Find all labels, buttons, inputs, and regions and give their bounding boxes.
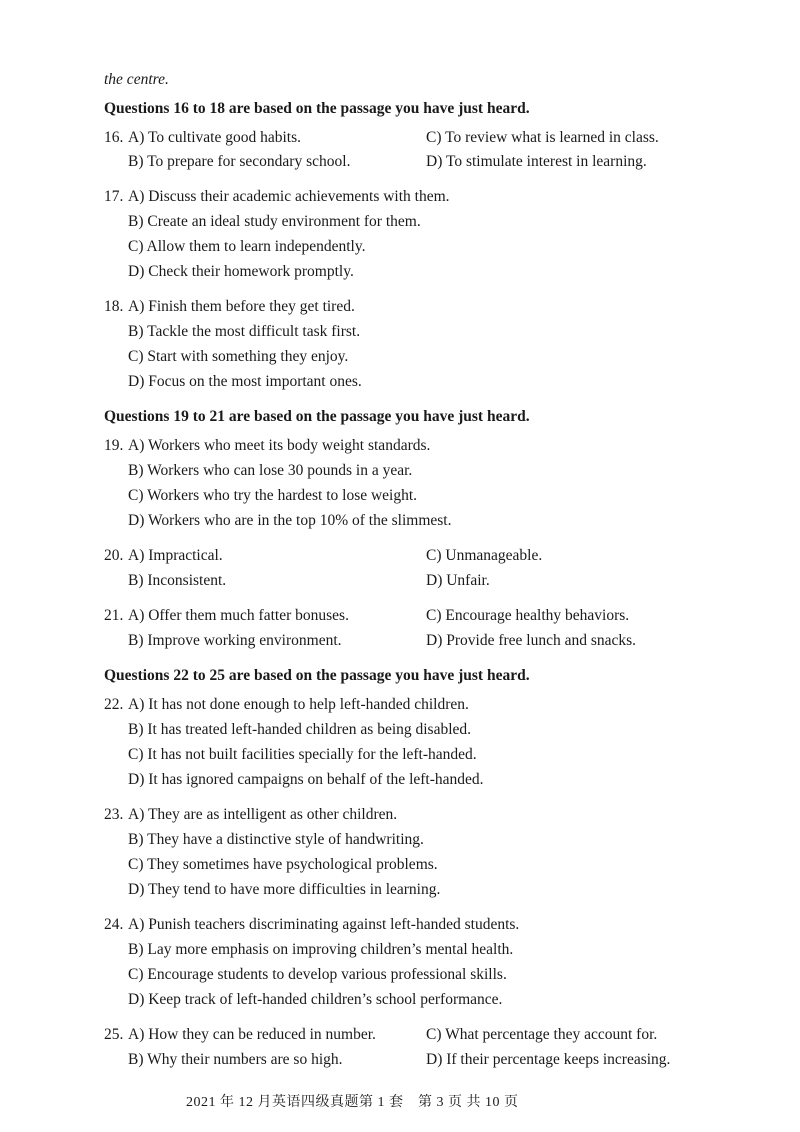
section-header: Questions 16 to 18 are based on the passage you have just heard. bbox=[104, 100, 530, 117]
option-b: B) Create an ideal study environment for them. bbox=[128, 213, 421, 230]
question-number: 22. bbox=[104, 696, 124, 713]
option-d: D) To stimulate interest in learning. bbox=[426, 153, 647, 170]
question-number: 21. bbox=[104, 607, 124, 624]
option-b: B) To prepare for secondary school. bbox=[128, 153, 351, 170]
option-c: C) It has not built facilities specially for the left-handed. bbox=[128, 746, 477, 763]
option-d: D) Provide free lunch and snacks. bbox=[426, 632, 637, 649]
option-d: D) If their percentage keeps increasing. bbox=[426, 1051, 671, 1068]
option-a: A) Discuss their academic achievements with them. bbox=[128, 188, 450, 205]
question-number: 23. bbox=[104, 806, 124, 823]
option-a: A) Workers who meet its body weight standards. bbox=[128, 437, 431, 454]
option-b: B) Workers who can lose 30 pounds in a year. bbox=[128, 462, 413, 479]
option-c: C) They sometimes have psychological problems. bbox=[128, 856, 438, 873]
option-c: C) Allow them to learn independently. bbox=[128, 238, 366, 255]
question-number: 18. bbox=[104, 298, 124, 315]
question-number: 25. bbox=[104, 1026, 124, 1043]
option-b: B) Inconsistent. bbox=[128, 572, 227, 589]
option-c: C) Unmanageable. bbox=[426, 547, 543, 564]
option-a: A) Offer them much fatter bonuses. bbox=[128, 607, 349, 624]
question-number: 24. bbox=[104, 916, 124, 933]
option-a: A) How they can be reduced in number. bbox=[128, 1026, 376, 1043]
option-b: B) It has treated left-handed children as being disabled. bbox=[128, 721, 472, 738]
option-c: C) To review what is learned in class. bbox=[426, 129, 659, 146]
question-number: 20. bbox=[104, 547, 124, 564]
section-header: Questions 22 to 25 are based on the passage you have just heard. bbox=[104, 667, 530, 684]
option-c: C) Encourage students to develop various professional skills. bbox=[128, 966, 507, 983]
option-a: A) It has not done enough to help left-handed children. bbox=[128, 696, 469, 713]
option-a: A) Punish teachers discriminating against left-handed students. bbox=[128, 916, 520, 933]
option-b: B) Lay more emphasis on improving children’s mental health. bbox=[128, 941, 514, 958]
option-d: D) They tend to have more difficulties in learning. bbox=[128, 881, 441, 898]
option-b: B) Improve working environment. bbox=[128, 632, 342, 649]
question-number: 19. bbox=[104, 437, 124, 454]
option-c: C) Encourage healthy behaviors. bbox=[426, 607, 630, 624]
option-d: D) Check their homework promptly. bbox=[128, 263, 354, 280]
option-c: C) Workers who try the hardest to lose weight. bbox=[128, 487, 418, 504]
option-b: B) They have a distinctive style of handwriting. bbox=[128, 831, 424, 848]
option-c: C) What percentage they account for. bbox=[426, 1026, 658, 1043]
question-number: 17. bbox=[104, 188, 124, 205]
page-footer: 2021 年 12 月英语四级真题第 1 套 第 3 页 共 10 页 bbox=[186, 1095, 519, 1110]
continuation-text: the centre. bbox=[104, 71, 169, 88]
option-a: A) They are as intelligent as other children. bbox=[128, 806, 398, 823]
option-d: D) Keep track of left-handed children’s school performance. bbox=[128, 991, 503, 1008]
option-c: C) Start with something they enjoy. bbox=[128, 348, 349, 365]
section-header: Questions 19 to 21 are based on the passage you have just heard. bbox=[104, 408, 530, 425]
option-a: A) Impractical. bbox=[128, 547, 223, 564]
option-b: B) Why their numbers are so high. bbox=[128, 1051, 343, 1068]
option-d: D) Unfair. bbox=[426, 572, 490, 589]
question-number: 16. bbox=[104, 129, 124, 146]
option-a: A) Finish them before they get tired. bbox=[128, 298, 355, 315]
option-b: B) Tackle the most difficult task first. bbox=[128, 323, 361, 340]
option-d: D) Focus on the most important ones. bbox=[128, 373, 362, 390]
option-a: A) To cultivate good habits. bbox=[128, 129, 301, 146]
option-d: D) It has ignored campaigns on behalf of the left-handed. bbox=[128, 771, 484, 788]
option-d: D) Workers who are in the top 10% of the slimmest. bbox=[128, 512, 452, 529]
